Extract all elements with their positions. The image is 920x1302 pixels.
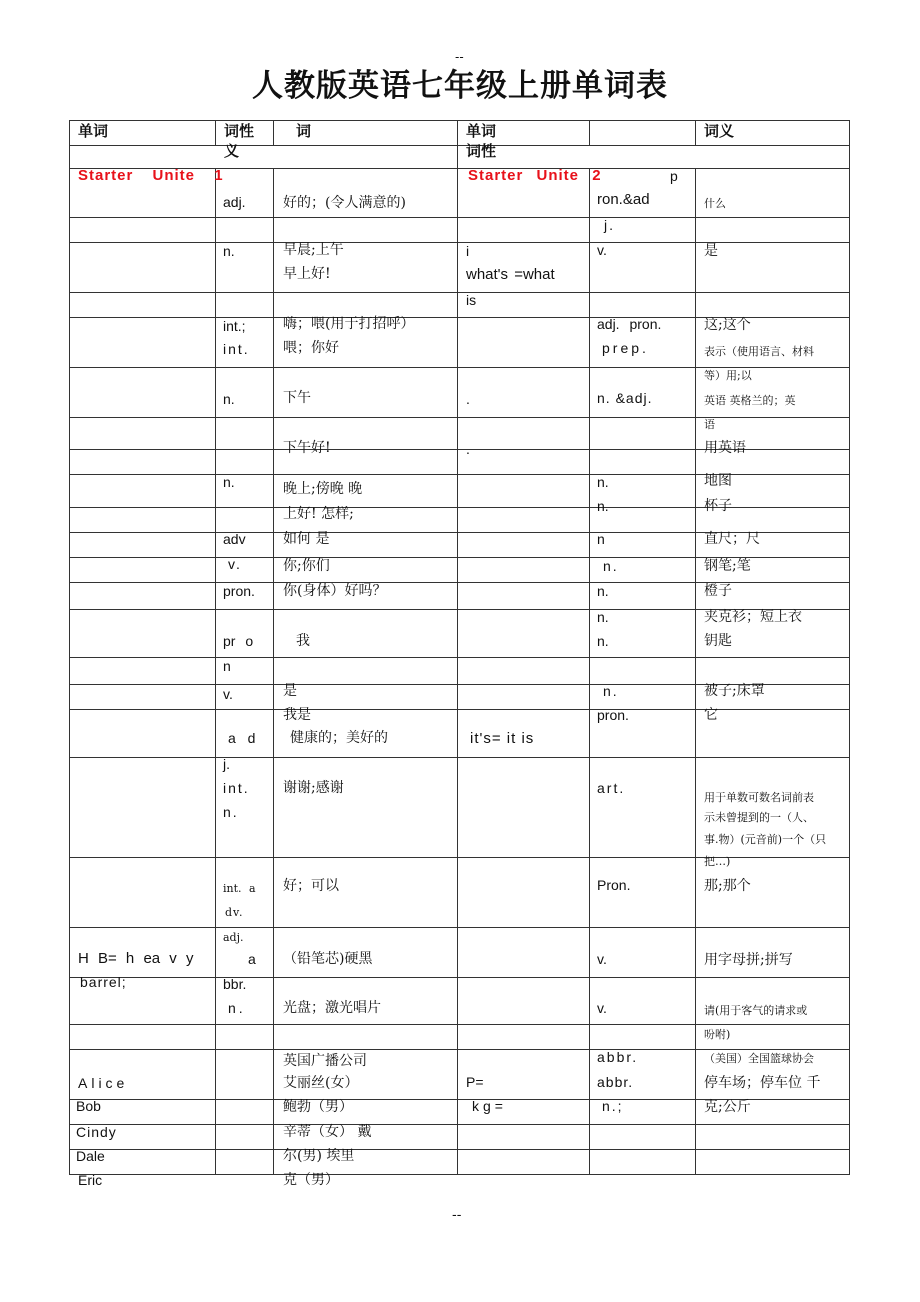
left-meaning: 谢谢;感谢 [283, 780, 344, 796]
right-meaning: 事.物）(元音前)一个（只 [704, 833, 827, 846]
right-pos: n. [597, 583, 609, 599]
left-pos: n. [223, 474, 235, 490]
header-meaning-right: 词义 [704, 122, 735, 140]
left-pos: a d [228, 730, 256, 746]
right-meaning: 夹克衫；短上衣 [704, 609, 802, 625]
header-meaning-left: 词 [296, 122, 312, 140]
left-meaning: 我 [296, 633, 310, 649]
right-meaning: 克;公斤 [704, 1099, 751, 1115]
left-pos: int. a [223, 882, 256, 895]
left-meaning: 健康的；美好的 [290, 730, 388, 746]
right-meaning: 停车场；停车位 千 [704, 1075, 821, 1091]
left-meaning: 下午 [283, 390, 311, 406]
left-word: barrel; [80, 974, 127, 990]
right-meaning: 用字母拼;拼写 [704, 952, 793, 968]
header-pos-right: 词性 [466, 142, 497, 160]
left-meaning: 克（男） [283, 1172, 339, 1188]
left-pos: n. [223, 391, 235, 407]
left-meaning: 鲍勃（男） [283, 1099, 353, 1115]
right-pos: v. [597, 242, 607, 258]
right-pos: n. [597, 609, 609, 625]
right-word: . [466, 391, 470, 407]
left-meaning: 喂；你好 [283, 340, 339, 356]
right-meaning: 被子;床罩 [704, 683, 765, 699]
left-pos: n. [223, 243, 235, 259]
left-meaning: 好；可以 [283, 878, 339, 894]
left-meaning: 早上好! [283, 266, 331, 282]
right-pos: n. [603, 558, 619, 574]
left-meaning: 我是 [283, 707, 311, 723]
header-word-left: 单词 [78, 122, 109, 140]
right-word: . [466, 441, 470, 457]
right-pos: abbr. [597, 1074, 634, 1090]
unit-heading-right: Starter Unite 2 [468, 167, 602, 184]
right-pos: n [597, 531, 605, 547]
left-word: Eric [78, 1172, 103, 1188]
right-pos: n. [597, 498, 609, 514]
left-meaning: 尔(男) 埃里 [283, 1148, 355, 1164]
left-pos: v. [228, 556, 242, 572]
right-meaning: 请(用于客气的请求或 [704, 1004, 808, 1017]
bottom-mark: -- [452, 1208, 462, 1223]
header-pos-left-cont: 义 [224, 142, 240, 160]
right-word: it's= it is [470, 730, 535, 747]
right-meaning: 它 [704, 707, 718, 723]
left-meaning: 下午好! [283, 440, 331, 456]
right-pos: n. [597, 633, 609, 649]
right-meaning: 示未曾提到的一（人、 [704, 811, 814, 824]
left-word: Bob [76, 1098, 101, 1114]
right-pos: adj. pron. [597, 316, 662, 332]
right-meaning: 这;这个 [704, 317, 751, 333]
header-word-right: 单词 [466, 122, 497, 140]
page-title: 人教版英语七年级上册单词表 [252, 68, 668, 104]
right-pos: n. &adj. [597, 390, 653, 406]
right-meaning: 把…) [704, 855, 731, 868]
right-pos: pron. [597, 707, 629, 723]
left-pos: adv [223, 531, 246, 547]
left-meaning: 你(身体）好吗？ [283, 583, 387, 599]
right-pos: prep. [602, 340, 649, 356]
left-meaning: 早晨;上午 [283, 242, 344, 258]
left-meaning: 英国广播公司 [283, 1053, 367, 1069]
right-pos: v. [597, 951, 607, 967]
left-word: Cindy [76, 1124, 117, 1140]
left-meaning: 你;你们 [283, 558, 330, 574]
left-pos: adj. [223, 194, 246, 210]
right-meaning: 钥匙 [704, 633, 732, 649]
left-pos: pron. [223, 583, 255, 599]
right-word: P= [466, 1074, 484, 1090]
left-pos: int. [223, 780, 250, 796]
left-meaning: 好的；(令人满意的) [283, 195, 406, 211]
left-pos: bbr. [223, 976, 247, 992]
left-pos: v. [223, 686, 233, 702]
right-pos: n. [603, 683, 619, 699]
right-meaning: 表示（使用语言、材料 [704, 345, 814, 358]
left-meaning: 辛蒂（女） 戴 [283, 1124, 372, 1140]
right-word: i [466, 243, 470, 259]
right-word: is [466, 292, 477, 308]
left-pos: n. [228, 1000, 246, 1016]
right-meaning: 等）用;以 [704, 369, 752, 382]
right-pos: art. [597, 780, 626, 796]
unit-heading-left: Starter Unite 1 [78, 167, 224, 184]
left-pos: n [223, 658, 231, 674]
right-pos: ron.&ad [597, 191, 650, 208]
right-word: p [670, 168, 678, 184]
left-word: Dale [76, 1148, 105, 1164]
right-meaning: 那;那个 [704, 878, 751, 894]
right-meaning: 用英语 [704, 440, 746, 456]
left-meaning: 艾丽丝(女） [283, 1075, 359, 1091]
left-pos: int.; [223, 318, 246, 334]
right-meaning: 英语 英格兰的；英 [704, 394, 796, 407]
right-word: what's =what [466, 266, 555, 283]
right-meaning: 用于单数可数名词前表 [704, 791, 814, 804]
right-meaning: 语 [704, 418, 715, 431]
right-meaning: 吩咐) [704, 1028, 731, 1041]
left-word: H B= h ea v y [78, 950, 194, 967]
left-pos: a [248, 951, 256, 967]
right-meaning: 杯子 [704, 498, 732, 514]
right-meaning: 橙子 [704, 583, 732, 599]
right-meaning: 地图 [704, 473, 732, 489]
right-pos: Pron. [597, 877, 631, 893]
header-pos-left: 词性 [224, 122, 255, 140]
left-meaning: （铅笔芯)硬黑 [283, 951, 373, 967]
right-pos: abbr. [597, 1049, 639, 1065]
left-meaning: 是 [283, 683, 297, 699]
right-pos: j. [604, 217, 615, 233]
top-mark: -- [455, 50, 464, 64]
right-meaning: 什么 [704, 197, 726, 210]
left-meaning: 如何 是 [283, 531, 330, 547]
left-pos: j. [223, 756, 230, 772]
left-meaning: 晚上;傍晚 晚 [283, 481, 363, 497]
left-pos: dv. [225, 906, 244, 919]
right-pos: n.; [602, 1098, 624, 1114]
right-meaning: 是 [704, 243, 718, 259]
right-word: kg= [472, 1098, 507, 1114]
left-pos: int. [223, 341, 250, 357]
left-meaning: 光盘；激光唱片 [283, 1000, 381, 1016]
left-word: Alice [78, 1075, 129, 1091]
left-pos: pr o [223, 633, 254, 649]
right-meaning: （美国）全国篮球协会 [704, 1052, 814, 1065]
left-meaning: 上好! 怎样; [283, 506, 354, 522]
right-meaning: 钢笔;笔 [704, 558, 751, 574]
right-meaning: 直尺；尺 [704, 531, 760, 547]
left-pos: adj. [223, 931, 244, 944]
right-pos: n. [597, 474, 609, 490]
left-pos: n. [223, 804, 239, 820]
right-pos: v. [597, 1000, 607, 1016]
left-meaning: 嗨；喂(用于打招呼） [283, 316, 415, 332]
